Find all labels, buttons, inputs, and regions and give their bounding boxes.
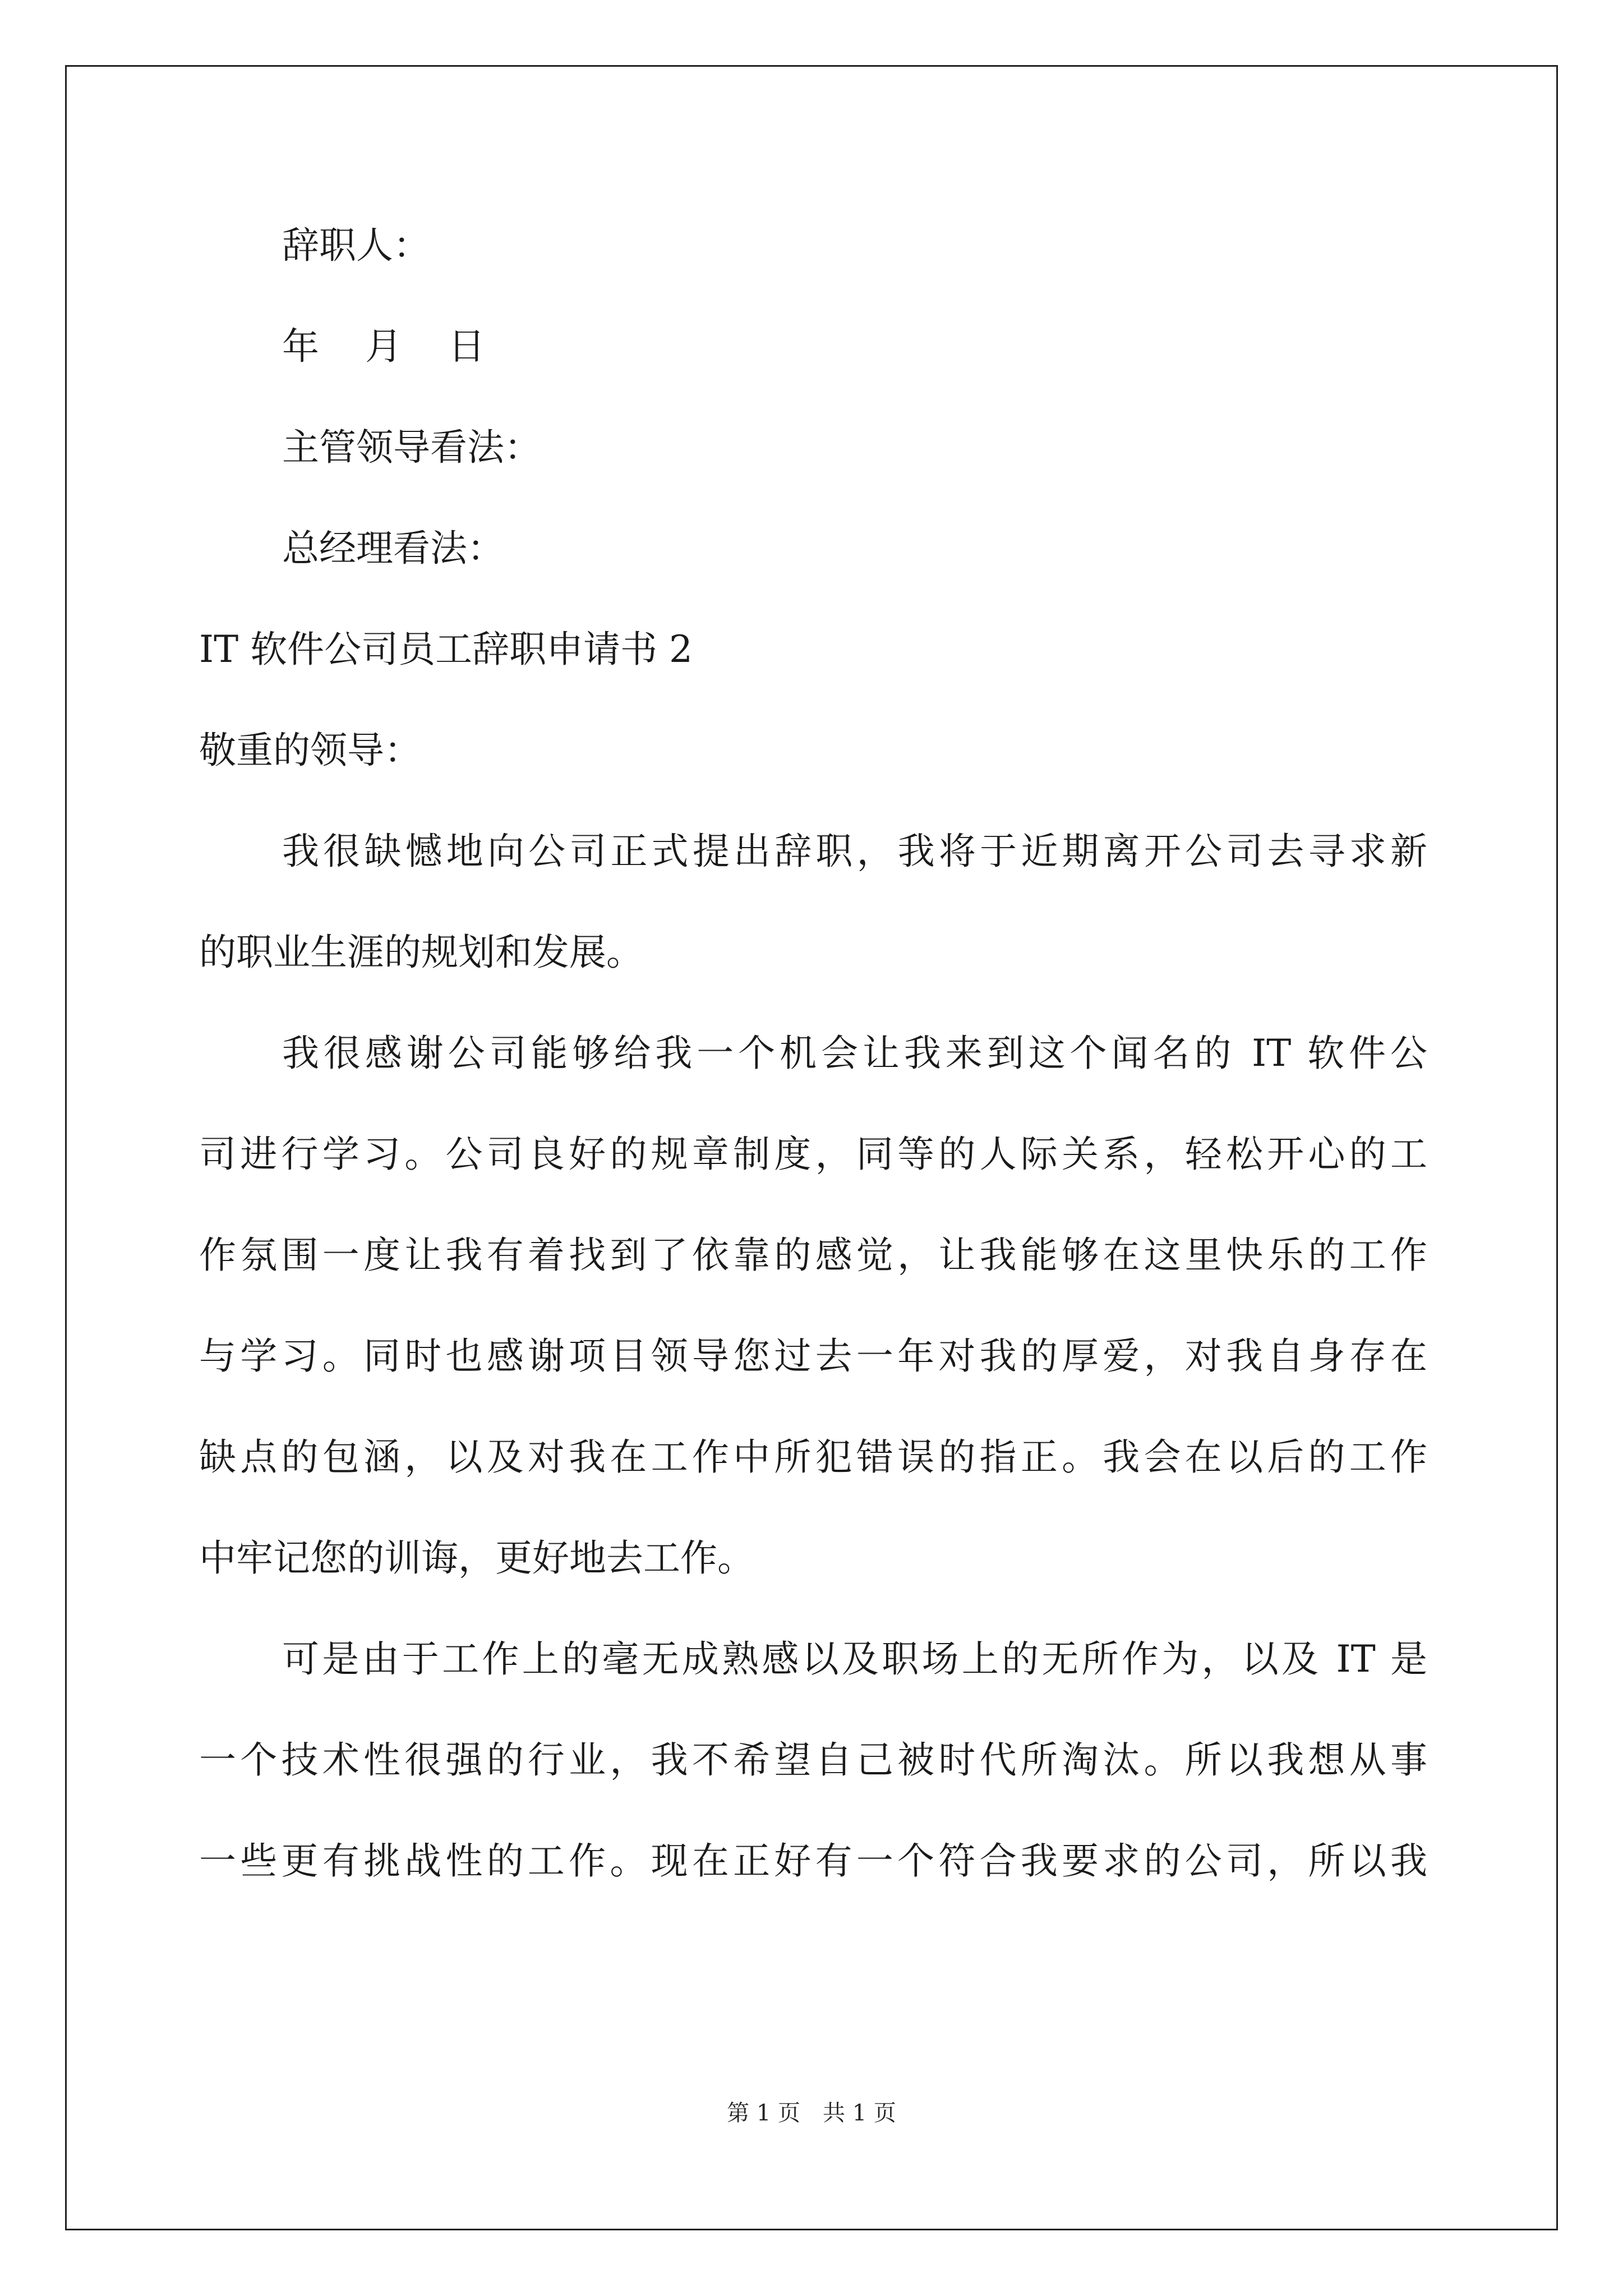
paragraph-line: 中牢记您的训诲，更好地去工作。 — [199, 1536, 754, 1580]
date-month: 月 — [365, 325, 402, 368]
gm-opinion-label: 总经理看法： — [282, 527, 504, 570]
paragraph-line: 一个技术性很强的行业，我不希望自己被时代所淘汰。所以我想从事 — [199, 1738, 1427, 1782]
date-year: 年 — [282, 325, 319, 368]
paragraph-line: 我很感谢公司能够给我一个机会让我来到这个闻名的 IT 软件公 — [282, 1032, 1427, 1075]
document-body — [199, 220, 1427, 1936]
paragraph-2 — [199, 1028, 1427, 1584]
page-footer: 第 1 页 共 1 页 — [727, 2100, 896, 2126]
supervisor-opinion-label: 主管领导看法： — [282, 426, 541, 469]
resigner-label: 辞职人： — [282, 224, 430, 267]
paragraph-line: 与学习。同时也感谢项目领导您过去一年对我的厚爱，对我自身存在 — [199, 1335, 1427, 1378]
paragraph-line: 我很缺憾地向公司正式提出辞职，我将于近期离开公司去寻求新 — [282, 830, 1427, 873]
letter-title: IT 软件公司员工辞职申请书 2 — [199, 628, 693, 671]
date-day: 日 — [448, 325, 485, 368]
paragraph-line: 司进行学习。公司良好的规章制度，同等的人际关系，轻松开心的工 — [199, 1133, 1427, 1176]
paragraph-1 — [199, 826, 1427, 978]
paragraph-line: 一些更有挑战性的工作。现在正好有一个符合我要求的公司，所以我 — [199, 1839, 1427, 1883]
paragraph-line: 作氛围一度让我有着找到了依靠的感觉，让我能够在这里快乐的工作 — [199, 1234, 1427, 1277]
paragraph-line: 的职业生涯的规划和发展。 — [199, 931, 643, 974]
salutation: 敬重的领导： — [199, 729, 421, 772]
paragraph-line: 缺点的包涵，以及对我在工作中所犯错误的指正。我会在以后的工作 — [199, 1435, 1427, 1479]
paragraph-line: 可是由于工作上的毫无成熟感以及职场上的无所作为，以及 IT 是 — [282, 1637, 1427, 1681]
date-line — [199, 321, 1427, 372]
paragraph-3 — [199, 1634, 1427, 1887]
